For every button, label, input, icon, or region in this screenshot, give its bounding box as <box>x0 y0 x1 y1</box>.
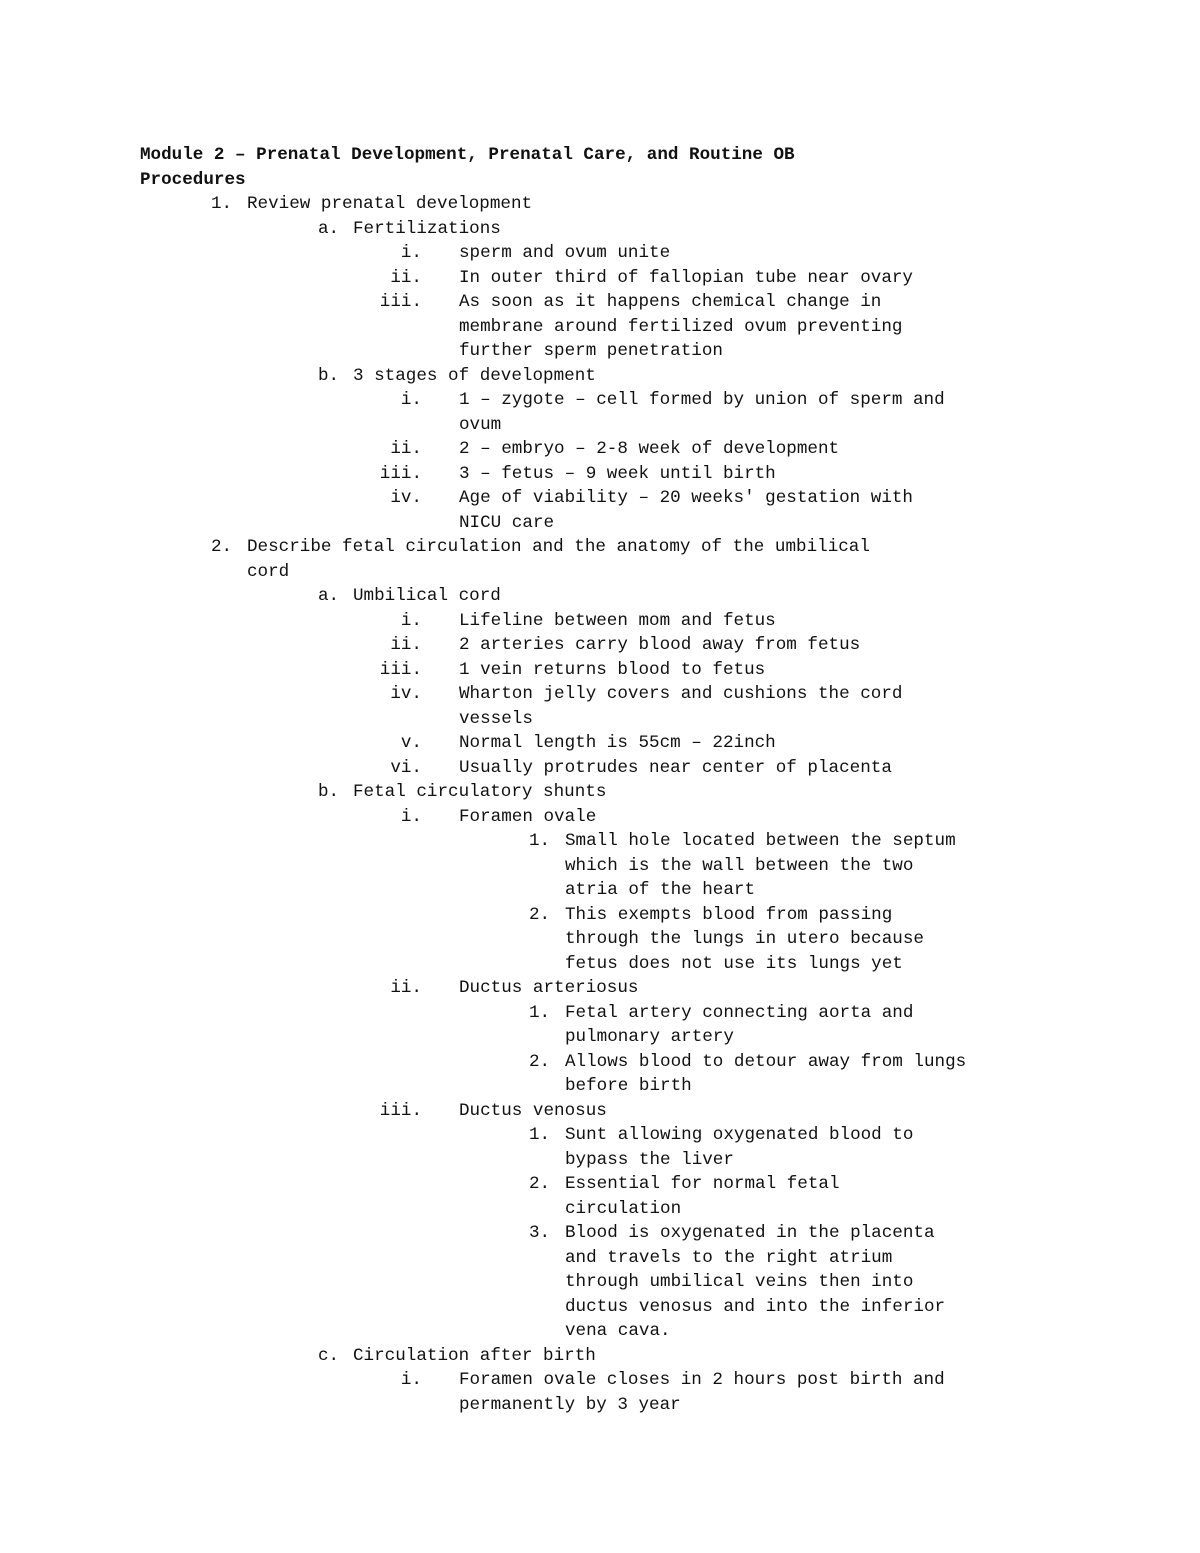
list-item-text: Age of viability – 20 weeks' gestation with <box>459 488 913 508</box>
outline-item-level-4 <box>0 1270 1200 1295</box>
list-item-text: Allows blood to detour away from lungs <box>565 1051 967 1072</box>
outline-item-level-4 <box>0 1172 1200 1197</box>
outline-item-level-3 <box>0 339 1200 364</box>
outline-item-level-4 <box>0 1074 1200 1099</box>
outline-item-level-3 <box>0 682 1200 707</box>
list-marker: c. <box>318 1345 340 1366</box>
list-item-text: ductus venosus and into the inferior <box>565 1296 946 1317</box>
outline-item-level-4 <box>0 1295 1200 1320</box>
list-marker: 2. <box>211 537 233 557</box>
list-marker: 3. <box>529 1223 551 1243</box>
list-item-text: pulmonary artery <box>565 1027 734 1047</box>
list-item-text: 1 vein returns blood to fetus <box>459 659 766 680</box>
outline-item-level-1 <box>0 535 1200 560</box>
list-item-text: membrane around fertilized ovum preventing <box>459 316 903 337</box>
outline-item-level-4 <box>0 1001 1200 1026</box>
outline-item-level-3 <box>0 976 1200 1001</box>
list-item-text: Review prenatal development <box>247 194 533 214</box>
outline-item-level-2 <box>0 1344 1200 1369</box>
outline-item-level-1 <box>0 560 1200 585</box>
list-marker: 2. <box>529 904 551 925</box>
list-item-text: In outer third of fallopian tube near ovary <box>459 267 913 288</box>
list-item-text: Foramen ovale <box>459 806 597 827</box>
outline-item-level-2 <box>0 364 1200 389</box>
list-item-text: Essential for normal fetal <box>565 1174 840 1194</box>
list-item-text: Wharton jelly covers and cushions the cord <box>459 684 903 704</box>
list-marker: iii. <box>379 1100 422 1121</box>
outline-item-level-3 <box>0 241 1200 266</box>
outline-item-level-4 <box>0 903 1200 928</box>
list-item-text: 2 arteries carry blood away from fetus <box>459 635 861 655</box>
list-marker: ii. <box>390 978 422 998</box>
list-item-text: 2 – embryo – 2-8 week of development <box>459 439 840 459</box>
outline-item-level-3 <box>0 462 1200 487</box>
outline-item-level-3 <box>0 1099 1200 1124</box>
list-item-text: before birth <box>565 1076 692 1096</box>
outline-item-level-3 <box>0 486 1200 511</box>
outline-item-level-3 <box>0 1368 1200 1393</box>
outline-item-level-2 <box>0 584 1200 609</box>
list-item-text: circulation <box>565 1198 682 1219</box>
outline-item-level-3 <box>0 413 1200 438</box>
list-marker: 2. <box>529 1174 551 1194</box>
list-item-text: Small hole located between the septum <box>565 831 956 851</box>
list-marker: i. <box>400 243 422 263</box>
list-item-text: As soon as it happens chemical change in <box>459 292 882 312</box>
outline-item-level-3 <box>0 266 1200 291</box>
outline-item-level-4 <box>0 1246 1200 1271</box>
outline-item-level-4 <box>0 1197 1200 1222</box>
outline-item-level-4 <box>0 878 1200 903</box>
list-item-text: fetus does not use its lungs yet <box>565 953 903 974</box>
outline-item-level-3 <box>0 388 1200 413</box>
list-item-text: 3 – fetus – 9 week until birth <box>459 463 776 484</box>
list-marker: i. <box>400 390 422 410</box>
outline-item-level-3 <box>0 511 1200 536</box>
list-marker: a. <box>318 218 340 239</box>
list-item-text: Fertilizations <box>353 218 501 239</box>
outline-item-level-4 <box>0 854 1200 879</box>
list-marker: iv. <box>390 684 422 704</box>
outline-item-level-3 <box>0 437 1200 462</box>
list-marker: 1. <box>529 831 551 851</box>
list-marker: b. <box>318 365 340 386</box>
title-line: Module 2 – Prenatal Development, Prenatal Care, and Routine OB <box>140 145 795 165</box>
outline-item-level-3 <box>0 805 1200 830</box>
outline-item-level-4 <box>0 1148 1200 1173</box>
list-item-text: Blood is oxygenated in the placenta <box>565 1223 935 1243</box>
list-marker: 1. <box>529 1002 551 1023</box>
list-item-text: through umbilical veins then into <box>565 1272 914 1292</box>
list-item-text: Lifeline between mom and fetus <box>459 610 776 631</box>
list-marker: 2. <box>529 1051 551 1072</box>
outline-item-level-2 <box>0 217 1200 242</box>
outline-item-level-3 <box>0 633 1200 658</box>
list-marker: iii. <box>379 292 422 312</box>
outline-item-level-4 <box>0 829 1200 854</box>
list-marker: vi. <box>390 757 422 778</box>
outline-item-level-4 <box>0 952 1200 977</box>
list-marker: i. <box>400 806 422 827</box>
outline-item-level-2 <box>0 780 1200 805</box>
outline-item-level-4 <box>0 1319 1200 1344</box>
list-item-text: sperm and ovum unite <box>459 243 671 263</box>
outline-item-level-4 <box>0 1050 1200 1075</box>
list-marker: v. <box>400 733 422 753</box>
list-marker: b. <box>318 782 340 802</box>
list-marker: i. <box>400 1370 422 1390</box>
outline-item-level-3 <box>0 1393 1200 1418</box>
outline-item-level-4 <box>0 1123 1200 1148</box>
outline-item-level-3 <box>0 731 1200 756</box>
list-item-text: Describe fetal circulation and the anatomy of the umbilical <box>247 537 870 557</box>
list-item-text: NICU care <box>459 512 555 533</box>
list-marker: a. <box>318 586 340 606</box>
list-item-text: Fetal artery connecting aorta and <box>565 1002 914 1023</box>
list-item-text: bypass the liver <box>565 1149 734 1170</box>
list-item-text: atria of the heart <box>565 880 756 900</box>
list-item-text: further sperm penetration <box>459 341 723 361</box>
list-item-text: Foramen ovale closes in 2 hours post birth and <box>459 1370 945 1390</box>
list-marker: iii. <box>379 463 422 484</box>
list-marker: 1. <box>211 194 233 214</box>
outline-list <box>0 192 1200 1417</box>
list-marker: ii. <box>390 267 422 288</box>
outline-item-level-4 <box>0 1025 1200 1050</box>
outline-item-level-3 <box>0 756 1200 781</box>
list-item-text: Usually protrudes near center of placenta <box>459 757 892 778</box>
list-item-text: Umbilical cord <box>353 586 501 606</box>
title-line: Procedures <box>140 169 246 190</box>
list-item-text: which is the wall between the two <box>565 855 914 876</box>
list-item-text: Fetal circulatory shunts <box>353 782 607 802</box>
list-item-text: through the lungs in utero because <box>565 929 924 949</box>
list-marker: iv. <box>390 488 422 508</box>
list-item-text: vena cava. <box>565 1321 671 1341</box>
outline-item-level-3 <box>0 707 1200 732</box>
document-title <box>140 143 1040 192</box>
list-item-text: Ductus venosus <box>459 1100 607 1121</box>
list-item-text: Normal length is 55cm – 22inch <box>459 733 776 753</box>
list-item-text: and travels to the right atrium <box>565 1247 893 1268</box>
list-marker: iii. <box>379 659 422 680</box>
list-item-text: Circulation after birth <box>353 1345 596 1366</box>
outline-item-level-3 <box>0 290 1200 315</box>
outline-item-level-4 <box>0 927 1200 952</box>
list-item-text: vessels <box>459 708 533 729</box>
list-item-text: ovum <box>459 414 502 435</box>
outline-item-level-4 <box>0 1221 1200 1246</box>
outline-item-level-1 <box>0 192 1200 217</box>
list-marker: ii. <box>390 635 422 655</box>
outline-item-level-3 <box>0 315 1200 340</box>
list-marker: 1. <box>529 1125 551 1145</box>
list-marker: i. <box>400 610 422 631</box>
outline-item-level-3 <box>0 609 1200 634</box>
list-item-text: 3 stages of development <box>353 365 596 386</box>
list-item-text: 1 – zygote – cell formed by union of sperm and <box>459 390 945 410</box>
list-item-text: cord <box>247 561 290 582</box>
list-item-text: Sunt allowing oxygenated blood to <box>565 1125 914 1145</box>
outline-item-level-3 <box>0 658 1200 683</box>
list-marker: ii. <box>390 439 422 459</box>
list-item-text: permanently by 3 year <box>459 1394 681 1415</box>
list-item-text: This exempts blood from passing <box>565 904 893 925</box>
list-item-text: Ductus arteriosus <box>459 978 639 998</box>
